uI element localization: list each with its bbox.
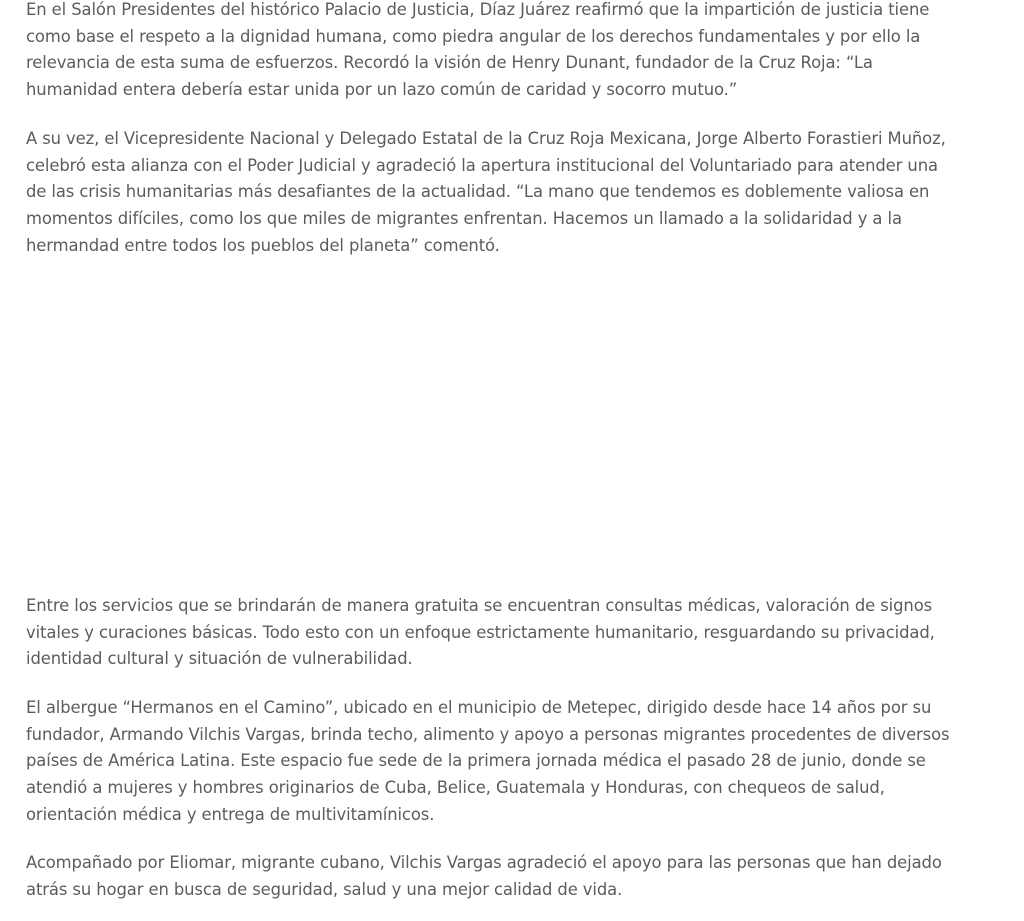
paragraph-5: Acompañado por Eliomar, migrante cubano, Vilchis Vargas agradeció el apoyo para las personas que han dejado atrás su hogar en busca de seguridad, salud y una mejor calidad de vida. <box>26 853 942 899</box>
embedded-media-placeholder <box>26 275 951 585</box>
paragraph-4: El albergue “Hermanos en el Camino”, ubicado en el municipio de Metepec, dirigido desde hace 14 años por su fundador, Armando Vilchis Vargas, brinda techo, alimento y apoyo a personas migrantes procedentes de diversos países de América Latina. Este espacio fue sede de la primera jornada médica el pasado 28 de junio, donde se atendió a mujeres y hombres originarios de Cuba, Belice, Guatemala y Honduras, con chequeos de salud, orientación médica y entrega de multivitamínicos. <box>26 698 950 824</box>
paragraph-2: A su vez, el Vicepresidente Nacional y Delegado Estatal de la Cruz Roja Mexicana, Jorge Alberto Forastieri Muñoz, celebró esta alianza con el Poder Judicial y agradeció la apertura institucional del Voluntariado para atender una de las crisis humanitarias más desafiantes de la actualidad. “La mano que tendemos es doblemente valiosa en momentos difíciles, como los que miles de migrantes enfrentan. Hacemos un llamado a la solidaridad y a la hermandad entre todos los pueblos del planeta” comentó. <box>26 129 946 255</box>
paragraph-1: En el Salón Presidentes del histórico Palacio de Justicia, Díaz Juárez reafirmó que la impartición de justicia tiene como base el respeto a la dignidad humana, como piedra angular de los derechos fundamentales y por ello la relevancia de esta suma de esfuerzos. Recordó la visión de Henry Dunant, fundador de la Cruz Roja: “La humanidad entera debería estar unida por un lazo común de caridad y socorro mutuo.” <box>26 0 930 100</box>
paragraph-3: Entre los servicios que se brindarán de manera gratuita se encuentran consultas médicas, valoración de signos vitales y curaciones básicas. Todo esto con un enfoque estrictamente humanitario, resguardando su privacidad, identidad cultural y situación de vulnerabilidad. <box>26 596 935 669</box>
